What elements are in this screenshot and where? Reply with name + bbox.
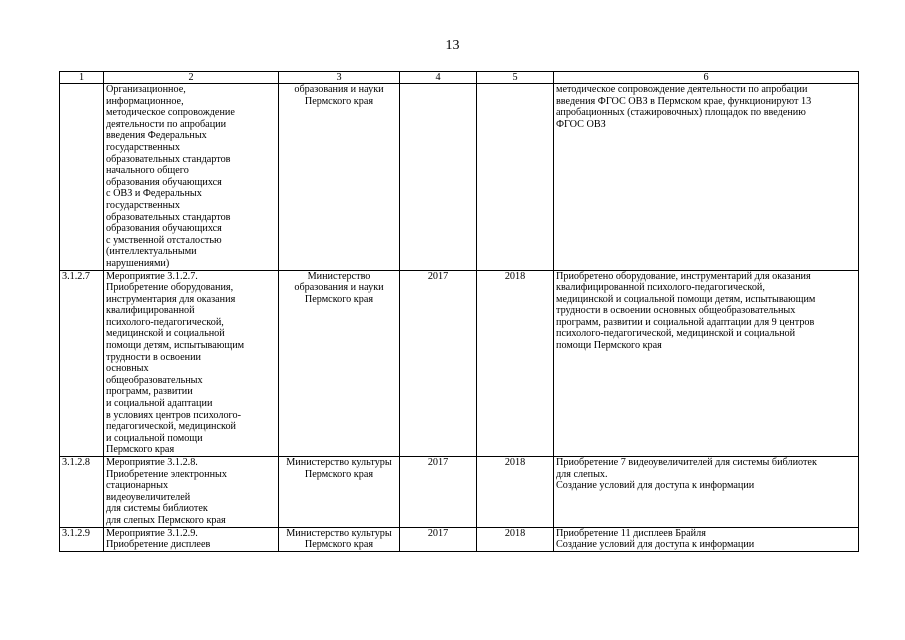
activity-cell: Мероприятие 3.1.2.7. Приобретение оборудования, инструментария для оказания квалифицированной психолого-педагогической, медицинской и социальной помощи детям, испытывающим трудности в освоении основных общеобразовательных программ, развитии и социальной адаптации в условиях центров психолого- педагогической, медицинской и социальной помощи Пермского края (104, 270, 279, 457)
column-header: 2 (104, 72, 279, 84)
start-year-cell: 2017 (400, 270, 477, 457)
executor-cell: Министерство образования и науки Пермского края (279, 270, 400, 457)
result-cell: Приобретение 7 видеоувеличителей для системы библиотек для слепых. Создание условий для доступа к информации (554, 457, 859, 528)
program-activities-table (59, 71, 859, 552)
table-row (60, 527, 859, 551)
activity-cell: Мероприятие 3.1.2.9. Приобретение дисплеев (104, 527, 279, 551)
start-year-cell: 2017 (400, 527, 477, 551)
executor-cell: Министерство культуры Пермского края (279, 457, 400, 528)
result-cell: методическое сопровождение деятельности по апробации введения ФГОС ОВЗ в Пермском крае, функционируют 13 апробационных (стажировочных) площадок по введению ФГОС ОВЗ (554, 84, 859, 271)
row-number (60, 84, 104, 271)
table-row (60, 84, 859, 271)
row-number: 3.1.2.9 (60, 527, 104, 551)
result-cell: Приобретение 11 дисплеев Брайля Создание условий для доступа к информации (554, 527, 859, 551)
row-number: 3.1.2.7 (60, 270, 104, 457)
column-header: 6 (554, 72, 859, 84)
start-year-cell: 2017 (400, 457, 477, 528)
end-year-cell: 2018 (477, 527, 554, 551)
table-row (60, 457, 859, 528)
row-number: 3.1.2.8 (60, 457, 104, 528)
column-header: 1 (60, 72, 104, 84)
activity-cell: Мероприятие 3.1.2.8. Приобретение электронных стационарных видеоувеличителей для системы библиотек для слепых Пермского края (104, 457, 279, 528)
start-year-cell (400, 84, 477, 271)
result-cell: Приобретено оборудование, инструментарий для оказания квалифицированной психолого-педагогической, медицинской и социальной помощи детям, испытывающим трудности в освоении основных общеобразовательных программ, развитии и социальной адаптации для 9 центров психолого-педагогической, медицинской и социальной помощи Пермского края (554, 270, 859, 457)
column-header: 5 (477, 72, 554, 84)
table-header-row (60, 72, 859, 84)
executor-cell: образования и науки Пермского края (279, 84, 400, 271)
column-header: 3 (279, 72, 400, 84)
end-year-cell: 2018 (477, 457, 554, 528)
activity-cell: Организационное, информационное, методическое сопровождение деятельности по апробации введения Федеральных государственных образовательных стандартов начального общего образования обучающихся с ОВЗ и Федеральных государственных образовательных стандартов образования обучающихся с умственной отсталостью (интеллектуальными нарушениями) (104, 84, 279, 271)
table-row (60, 270, 859, 457)
executor-cell: Министерство культуры Пермского края (279, 527, 400, 551)
end-year-cell: 2018 (477, 270, 554, 457)
column-header: 4 (400, 72, 477, 84)
end-year-cell (477, 84, 554, 271)
page-number: 13 (445, 38, 460, 53)
